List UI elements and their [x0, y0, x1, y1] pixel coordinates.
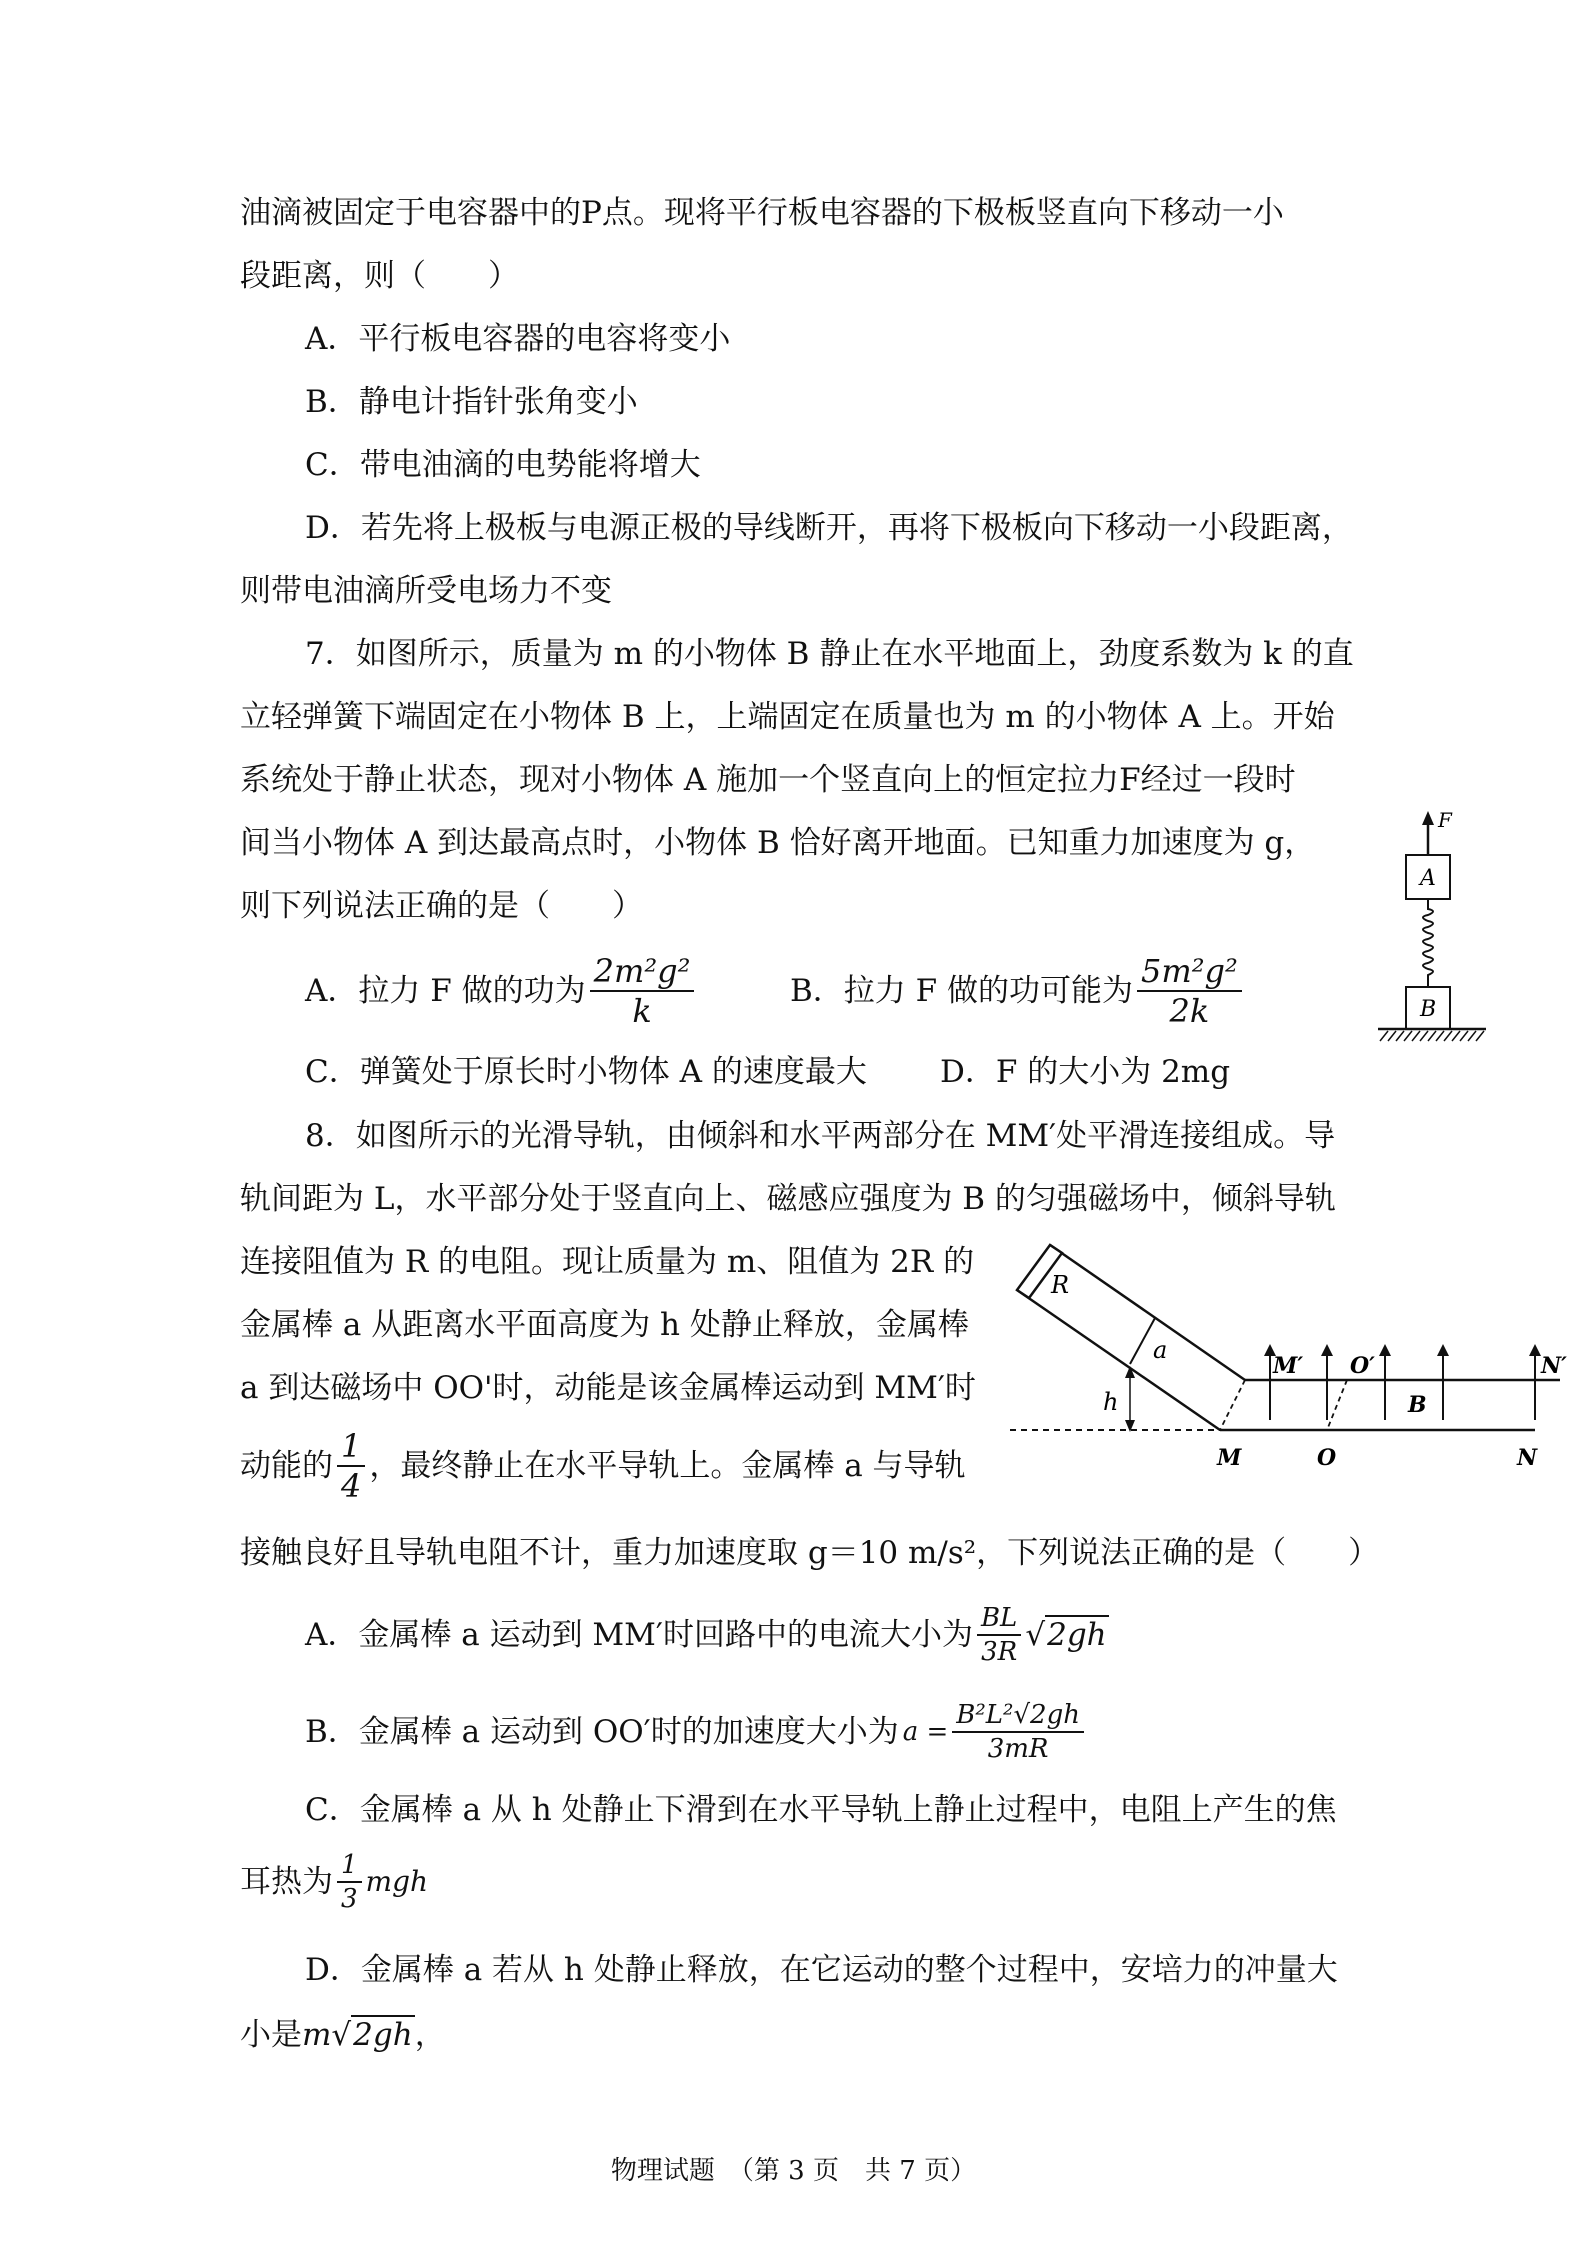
q8-option-a-denominator: 3R: [981, 1637, 1018, 1667]
q7-spring-figure: [1370, 805, 1495, 1055]
q8-option-d-line-1: D．金属棒 a 若从 h 处静止释放，在它运动的整个过程中，安培力的冲量大: [305, 1952, 1338, 1988]
q6-option-d-line-1: D．若先将上极板与电源正极的导线断开，再将下极板向下移动一小段距离，: [305, 510, 1353, 546]
q8-option-d-radicand: 2gh: [353, 2017, 413, 2053]
q8-option-c-numerator: 1: [337, 1852, 362, 1883]
q8-option-a-sqrt: √2gh: [1025, 1616, 1107, 1653]
label-n: N: [1517, 1445, 1538, 1471]
q8-option-c-denominator: 3: [341, 1884, 358, 1914]
label-field-b: B: [1408, 1392, 1427, 1418]
q7-option-b-fraction: [1137, 952, 1242, 1030]
q7-option-a-fraction: [590, 952, 695, 1030]
mm-dashed: [1220, 1380, 1245, 1430]
resistor-label: R: [1051, 1271, 1070, 1299]
q8-line-1: 8．如图所示的光滑导轨，由倾斜和水平两部分在 MM′处平滑连接组成。导: [305, 1118, 1336, 1154]
q8-option-d-line-2: [240, 2017, 446, 2053]
q6-option-b: B．静电计指针张角变小: [305, 384, 638, 420]
q8-option-d-pre: 小是: [240, 2017, 302, 2053]
q8-option-b-label: B．金属棒 a 运动到 OO′时的加速度大小为: [305, 1713, 899, 1750]
q8-option-b-fraction: [952, 1702, 1084, 1762]
q6-option-c: C．带电油滴的电势能将增大: [305, 447, 701, 483]
q8-option-d-m: m: [302, 2017, 332, 2053]
q8-option-a-radicand: 2gh: [1047, 1616, 1107, 1653]
q7-option-b-label: B．拉力 F 做的功可能为: [790, 972, 1133, 1009]
field-arrow-heads: [1264, 1344, 1541, 1356]
q8-line-4: 金属棒 a 从距离水平面高度为 h 处静止释放，金属棒: [240, 1307, 969, 1343]
q7-option-a: [305, 952, 698, 1030]
label-o: O: [1317, 1445, 1337, 1471]
page-footer: 物理试题 （第 3 页 共 7 页）: [610, 2156, 977, 2186]
q7-option-b: [790, 952, 1246, 1030]
force-label: F: [1438, 808, 1452, 832]
label-o-prime: O′: [1350, 1353, 1375, 1379]
q8-option-d-post: ，: [414, 2017, 446, 2053]
spring: [1423, 899, 1433, 987]
q8-option-c-post: mgh: [365, 1865, 429, 1898]
q8-option-c-line-2: [240, 1852, 428, 1912]
q7-option-a-numerator: 2m²g²: [590, 955, 695, 992]
q8-rail-figure: [1005, 1240, 1575, 1485]
q8-option-a: [305, 1605, 1109, 1665]
q7-option-b-numerator: 5m²g²: [1137, 955, 1242, 992]
q8-option-b: [305, 1702, 1088, 1762]
q8-line-6-post: ，最终静止在水平导轨上。金属棒 a 与导轨: [369, 1447, 966, 1484]
q7-option-a-denominator: k: [632, 992, 652, 1030]
q8-option-b-denominator: 3mR: [987, 1734, 1049, 1764]
q7-line-1: 7．如图所示，质量为 m 的小物体 B 静止在水平地面上，劲度系数为 k 的直: [305, 636, 1354, 672]
q8-line-6-denominator: 4: [341, 1467, 362, 1505]
block-a-label: A: [1420, 866, 1436, 891]
q8-line-6-numerator: 1: [337, 1430, 365, 1467]
label-m-prime: M′: [1273, 1353, 1304, 1379]
q8-line-3: 连接阻值为 R 的电阻。现让质量为 m、阻值为 2R 的: [240, 1244, 975, 1280]
q7-line-2: 立轻弹簧下端固定在小物体 B 上，上端固定在质量也为 m 的小物体 A 上。开始: [240, 699, 1335, 735]
q8-option-a-fraction: [977, 1605, 1021, 1665]
q8-line-6-pre: 动能的: [240, 1447, 333, 1484]
q8-line-2: 轨间距为 L，水平部分处于竖直向上、磁感应强度为 B 的匀强磁场中，倾斜导轨: [240, 1181, 1336, 1217]
q7-line-3: 系统处于静止状态，现对小物体 A 施加一个竖直向上的恒定拉力F经过一段时: [240, 762, 1296, 798]
q7-line-4: 间当小物体 A 到达最高点时，小物体 B 恰好离开地面。已知重力加速度为 g，: [240, 825, 1316, 861]
q7-line-5: 则下列说法正确的是（ ）: [240, 888, 643, 924]
q8-line-7: 接触良好且导轨电阻不计，重力加速度取 g＝10 m/s²，下列说法正确的是（ ）: [240, 1535, 1380, 1571]
q6-option-d-line-2: 则带电油滴所受电场力不变: [240, 573, 612, 609]
force-arrow-head: [1422, 811, 1434, 825]
q6-line-2: 段距离，则（ ）: [240, 258, 519, 294]
incline-rail-upper: [1050, 1245, 1245, 1380]
q8-option-d-sqrt: √2gh: [331, 2017, 413, 2053]
label-m: M: [1217, 1445, 1242, 1471]
q8-option-c-pre: 耳热为: [240, 1863, 333, 1900]
q6-option-a: A．平行板电容器的电容将变小: [305, 321, 731, 357]
q8-option-a-label: A．金属棒 a 运动到 MM′时回路中的电流大小为: [305, 1616, 973, 1653]
field-arrows: [1270, 1352, 1535, 1420]
q8-option-c-fraction: [337, 1852, 362, 1912]
ground-hatching: [1380, 1031, 1484, 1041]
rod-label: a: [1153, 1336, 1168, 1364]
q8-line-5: a 到达磁场中 OO'时，动能是该金属棒运动到 MM′时: [240, 1370, 976, 1406]
q8-line-6-fraction: [337, 1427, 365, 1505]
height-label: h: [1103, 1388, 1119, 1416]
incline-rail-lower: [1017, 1290, 1220, 1430]
metal-rod: [1130, 1318, 1155, 1364]
q6-line-1: 油滴被固定于电容器中的P点。现将平行板电容器的下极板竖直向下移动一小: [240, 195, 1284, 231]
height-marker-top: [1125, 1366, 1135, 1378]
q8-option-a-numerator: BL: [977, 1605, 1021, 1636]
q7-option-c: C．弹簧处于原长时小物体 A 的速度最大: [305, 1054, 867, 1090]
block-b-label: B: [1420, 997, 1437, 1022]
oo-dashed: [1327, 1380, 1347, 1430]
q8-option-b-lhs: a =: [902, 1717, 949, 1747]
label-n-prime: N′: [1541, 1353, 1567, 1379]
q8-option-c-line-1: C．金属棒 a 从 h 处静止下滑到在水平导轨上静止过程中，电阻上产生的焦: [305, 1792, 1337, 1828]
q8-option-b-numerator: B²L²√2gh: [952, 1702, 1084, 1733]
q7-option-d: D．F 的大小为 2mg: [940, 1054, 1231, 1090]
q7-option-a-label: A．拉力 F 做的功为: [305, 972, 586, 1009]
q7-option-b-denominator: 2k: [1169, 992, 1210, 1030]
q8-line-6: [240, 1427, 966, 1505]
